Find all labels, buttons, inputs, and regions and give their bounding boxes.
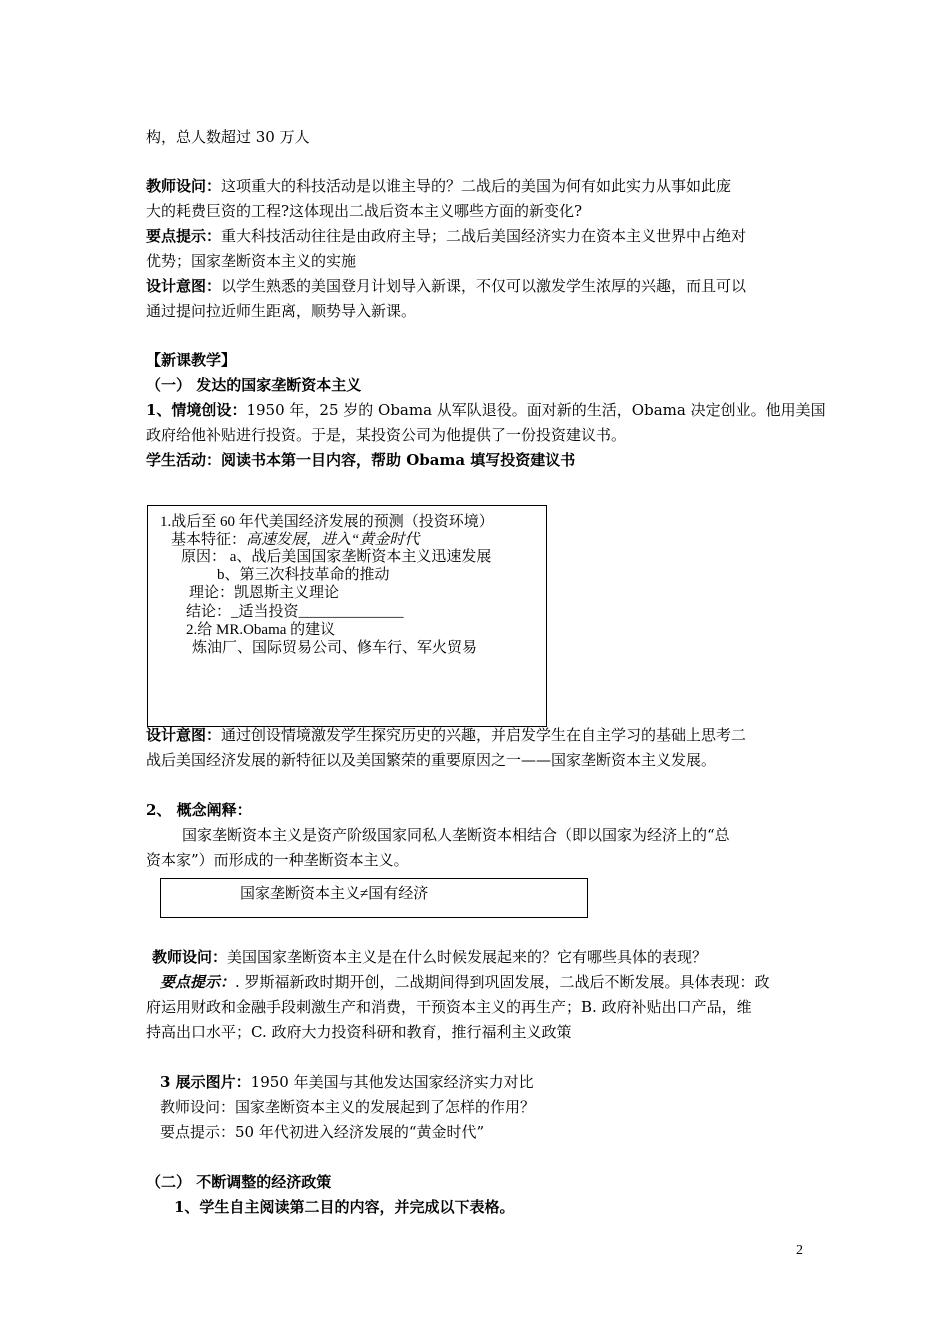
box-line-advice: 2.给 MR.Obama 的建议 bbox=[186, 622, 336, 638]
design-intent-line1 bbox=[146, 274, 810, 299]
scenario-line2: 政府给他补贴进行投资。于是，某投资公司为他提供了一份投资建议书。 bbox=[146, 426, 627, 444]
concept-note-text: 国家垄断资本主义≠国有经济 bbox=[240, 886, 429, 902]
teacher-question-line2: 大的耗费巨资的工程?这体现出二战后资本主义哪些方面的新变化? bbox=[146, 202, 583, 220]
key-points2-line1 bbox=[160, 970, 810, 995]
teacher-question2-text: 美国国家垄断资本主义是在什么时候发展起来的？它有哪些具体的表现？ bbox=[227, 948, 708, 966]
student-activity: 学生活动：阅读书本第一目内容，帮助 Obama 填写投资建议书 bbox=[146, 451, 576, 469]
design-intent2-label: 设计意图： bbox=[146, 726, 222, 744]
features-label: 基本特征： bbox=[171, 532, 247, 548]
conclusion-value: _适当投资______________ bbox=[231, 604, 404, 620]
page-number: 2 bbox=[796, 1243, 803, 1258]
concept-heading: 2、 概念阐释： bbox=[146, 801, 252, 819]
box-line-options: 炼油厂、国际贸易公司、修车行、军火贸易 bbox=[192, 640, 478, 656]
key-points2-line2: 府运用财政和金融手段刺激生产和消费，干预资本主义的再生产；B. 政府补贴出口产品，维 bbox=[146, 998, 752, 1016]
key-points-text: 重大科技活动往往是由政府主导；二战后美国经济实力在资本主义世界中占绝对 bbox=[221, 227, 747, 245]
section-new-lesson: 【新课教学】 bbox=[146, 351, 237, 369]
show-picture-text: 1950 年美国与其他发达国家经济实力对比 bbox=[250, 1073, 534, 1091]
key-points2-line3: 持高出口水平；C. 政府大力投资科研和教育，推行福利主义政策 bbox=[146, 1023, 572, 1041]
features-value: 高速发展，进入“黄金时代 bbox=[246, 532, 420, 548]
teacher-question-line1 bbox=[146, 174, 810, 199]
part2-task: 1、学生自主阅读第二目的内容，并完成以下表格。 bbox=[174, 1198, 515, 1216]
design-intent2-line1 bbox=[146, 723, 810, 748]
teacher-question2-label: 教师设问： bbox=[152, 948, 228, 966]
design-intent-line2: 通过提问拉近师生距离，顺势导入新课。 bbox=[146, 302, 417, 320]
design-intent2-text: 通过创设情境激发学生探究历史的兴趣，并启发学生在自主学习的基础上思考二 bbox=[221, 726, 747, 744]
box-line-theory: 理论：凯恩斯主义理论 bbox=[189, 585, 340, 601]
part2-heading: （二） 不断调整的经济政策 bbox=[146, 1173, 332, 1191]
teacher-question-text: 这项重大的科技活动是以谁主导的？二战后的美国为何有如此实力从事如此庞 bbox=[221, 177, 732, 195]
show-picture-label: 3 展示图片： bbox=[160, 1073, 251, 1091]
design-intent2-line2: 战后美国经济发展的新特征以及美国繁荣的重要原因之一——国家垄断资本主义发展。 bbox=[146, 751, 717, 769]
show-picture-line bbox=[160, 1070, 810, 1095]
part1-heading: （一） 发达的国家垄断资本主义 bbox=[146, 376, 362, 394]
key-points2-text: . 罗斯福新政时期开创，二战期间得到巩固发展，二战后不断发展。具体表现：政 bbox=[235, 973, 770, 991]
key-points-line2: 优势；国家垄断资本主义的实施 bbox=[146, 252, 357, 270]
key-points-label: 要点提示： bbox=[146, 227, 222, 245]
scenario-text: 1950 年，25 岁的 Obama 从军队退役。面对新的生活，Obama 决定创业。他用美国 bbox=[246, 401, 826, 419]
key-points3: 要点提示：50 年代初进入经济发展的“黄金时代” bbox=[160, 1123, 485, 1141]
teacher-question-label: 教师设问： bbox=[146, 177, 222, 195]
design-intent-text: 以学生熟悉的美国登月计划导入新课，不仅可以激发学生浓厚的兴趣，而且可以 bbox=[221, 277, 747, 295]
teacher-question3: 教师设问：国家垄断资本主义的发展起到了怎样的作用？ bbox=[160, 1098, 536, 1116]
box-line-reason-a: 原因： a、战后美国国家垄断资本主义迅速发展 bbox=[181, 549, 492, 565]
key-points-line1 bbox=[146, 224, 810, 249]
scenario-line1 bbox=[146, 398, 826, 423]
concept-text-line1: 国家垄断资本主义是资产阶级国家同私人垄断资本相结合（即以国家为经济上的“总 bbox=[182, 826, 730, 844]
scenario-label: 1、情境创设： bbox=[146, 401, 247, 419]
concept-text-line2: 资本家”）而形成的一种垄断资本主义。 bbox=[146, 851, 409, 869]
key-points2-label: 要点提示： bbox=[160, 973, 236, 991]
box-line-reason-b: b、第三次科技革命的推动 bbox=[217, 567, 390, 583]
continued-line: 构，总人数超过 30 万人 bbox=[146, 128, 310, 146]
box-line-forecast: 1.战后至 60 年代美国经济发展的预测（投资环境） bbox=[160, 514, 494, 530]
design-intent-label: 设计意图： bbox=[146, 277, 222, 295]
conclusion-label: 结论： bbox=[186, 604, 232, 620]
box-line-conclusion bbox=[186, 603, 404, 622]
teacher-question2 bbox=[152, 945, 810, 970]
